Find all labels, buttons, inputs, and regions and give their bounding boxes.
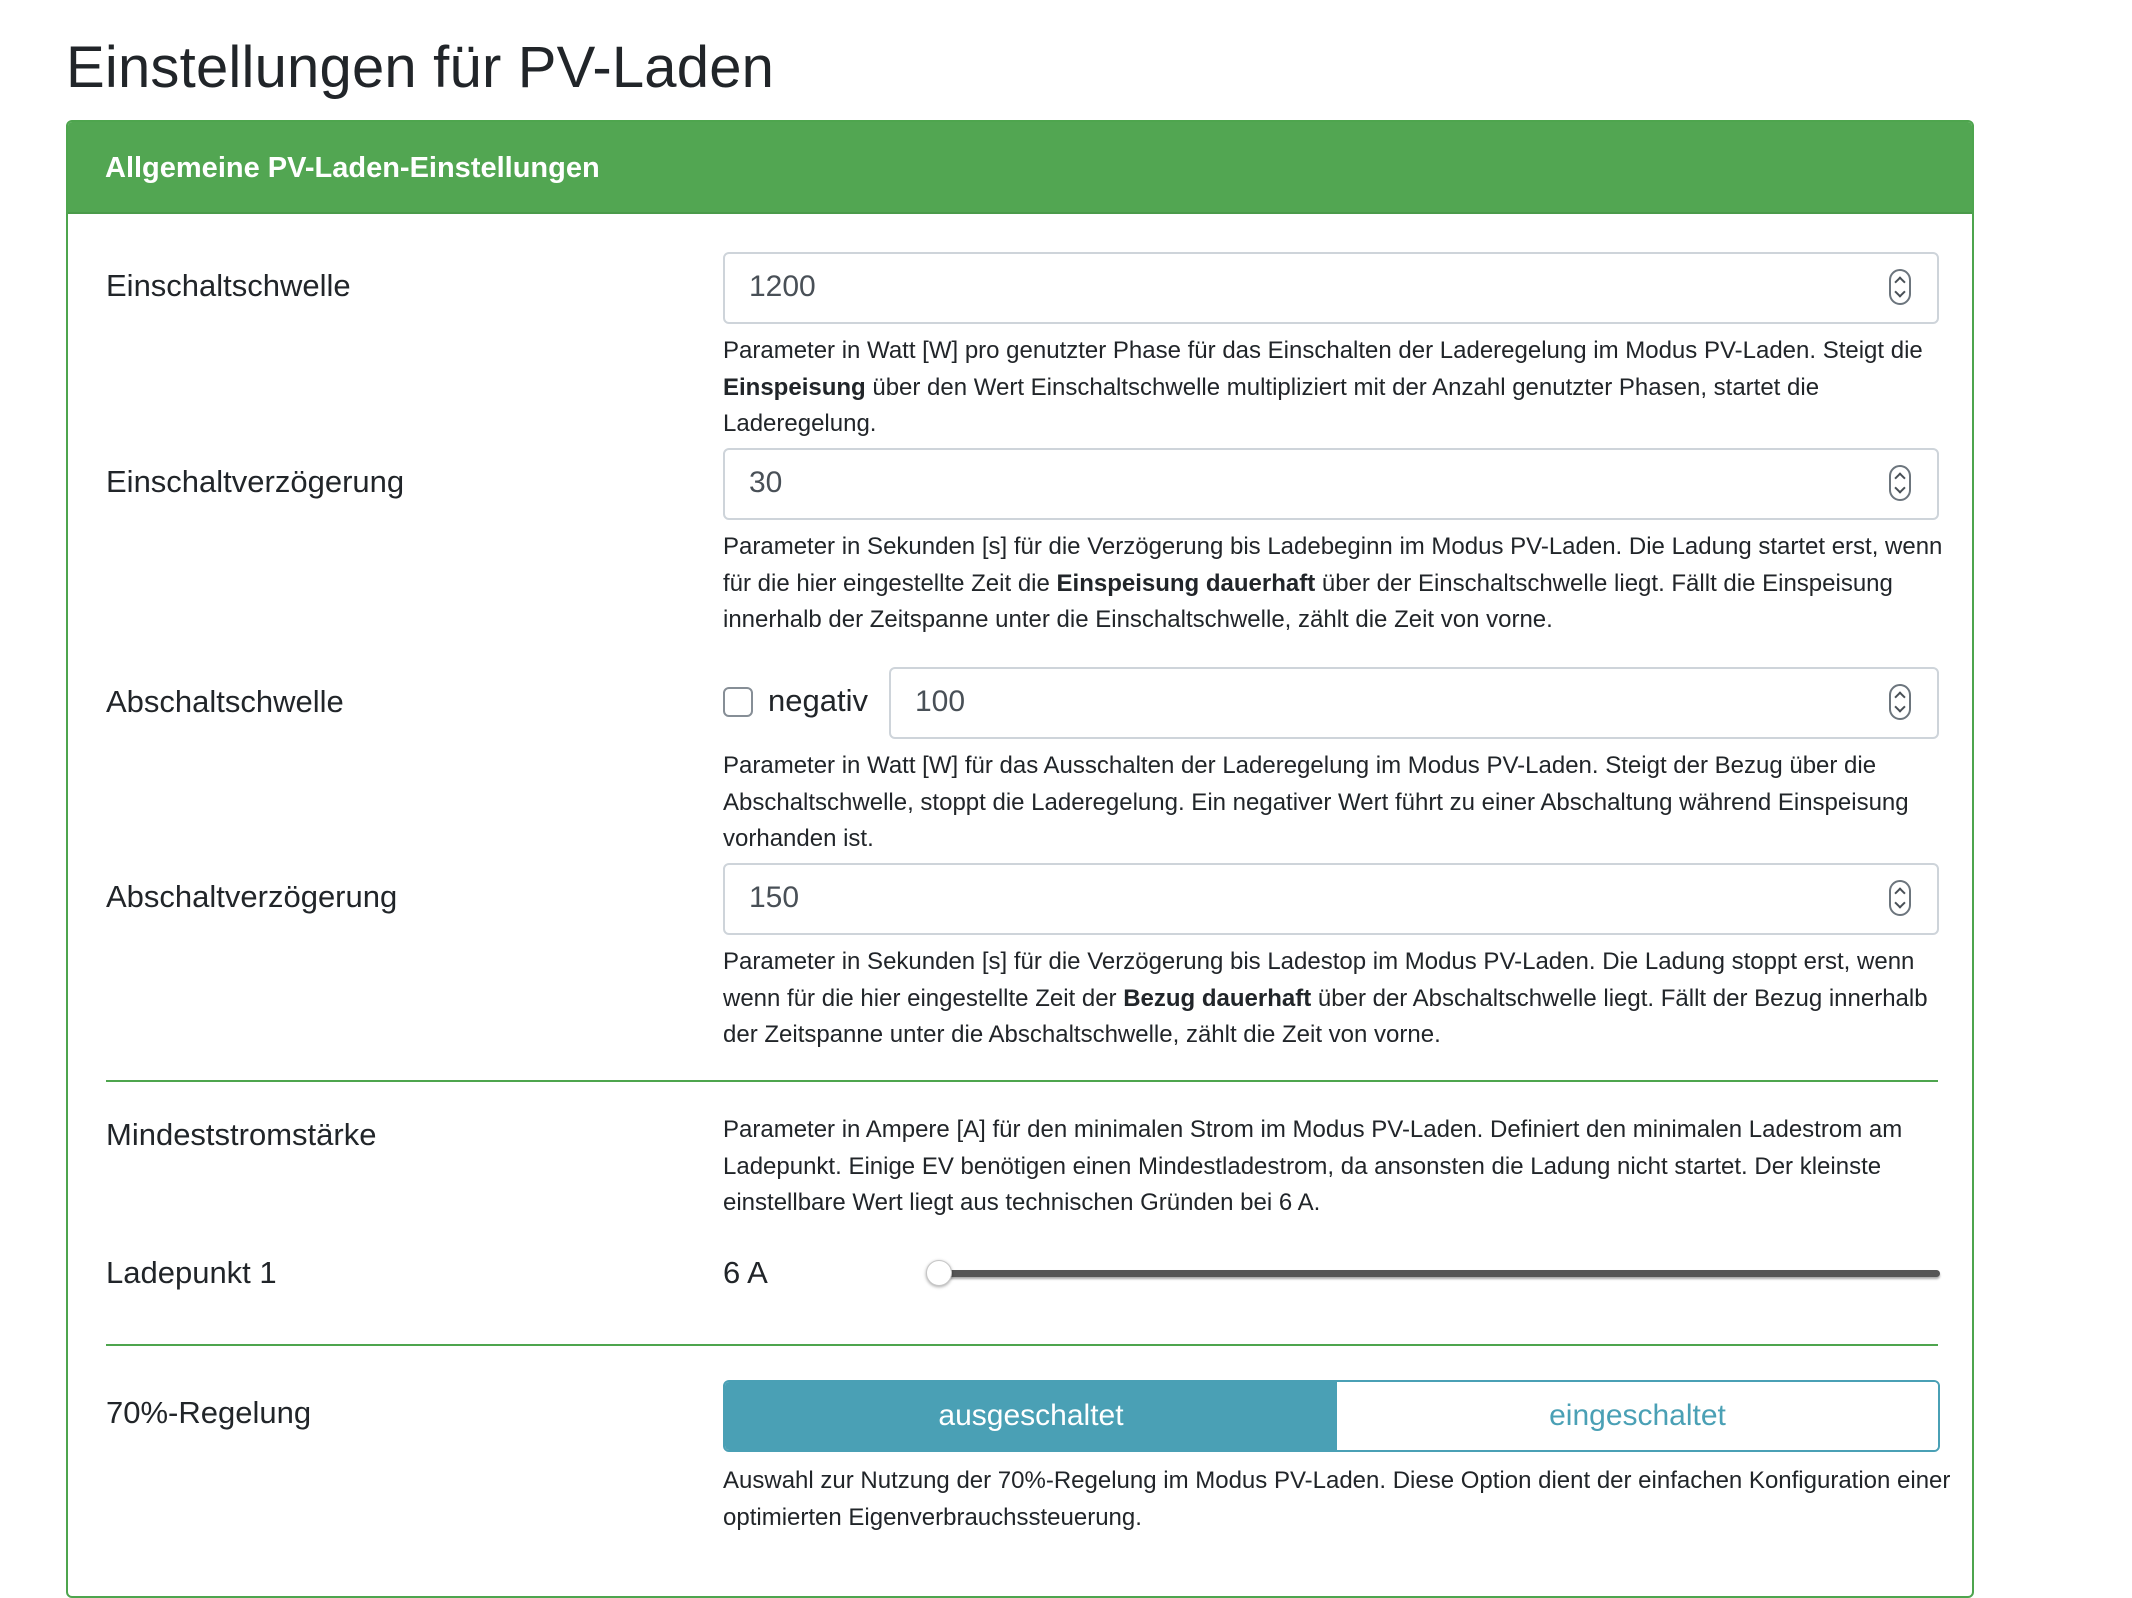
card-header: Allgemeine PV-Laden-Einstellungen	[68, 122, 1972, 214]
einschaltschwelle-input[interactable]	[723, 252, 1939, 324]
pv-settings-card	[66, 120, 1974, 1598]
section-divider	[106, 1344, 1938, 1346]
einschaltschwelle-help: Parameter in Watt [W] pro genutzter Phase für das Einschalten der Laderegelung im Modus PV-Laden. Steigt die Einspeisung über den Wert Einschaltschwelle multipliziert mit der Anzahl genutzter Phasen, startet die Laderegelung.	[723, 337, 1923, 437]
abschaltschwelle-value: 100	[915, 685, 966, 718]
negativ-checkbox[interactable]	[723, 687, 753, 717]
eingeschaltet-button[interactable]: eingeschaltet	[1337, 1382, 1938, 1450]
spinner-icon[interactable]	[1889, 465, 1911, 501]
mindeststrom-label: Mindeststromstärke	[106, 1117, 377, 1152]
einschaltschwelle-value: 1200	[749, 270, 816, 303]
einschaltverzoegerung-input[interactable]	[723, 448, 1939, 520]
spinner-icon[interactable]	[1889, 684, 1911, 720]
abschaltschwelle-input[interactable]	[889, 667, 1939, 739]
abschaltverzoegerung-label: Abschaltverzögerung	[106, 879, 398, 914]
einschaltverzoegerung-value: 30	[749, 466, 783, 499]
section-divider	[106, 1080, 1938, 1082]
ausgeschaltet-button[interactable]: ausgeschaltet	[725, 1382, 1337, 1450]
spinner-icon[interactable]	[1889, 880, 1911, 916]
einschaltverzoegerung-help: Parameter in Sekunden [s] für die Verzögerung bis Ladebeginn im Modus PV-Laden. Die Ladung startet erst, wenn für die hier eingestellte Zeit die Einspeisung dauerhaft über der Einschaltschwelle liegt. Fällt die Einspeisung innerhalb der Zeitspanne unter die Einschaltschwelle, zählt die Zeit von vorne.	[723, 533, 1943, 633]
abschaltverzoegerung-value: 150	[749, 881, 800, 914]
ladepunkt1-label: Ladepunkt 1	[106, 1255, 277, 1290]
regelung70-toggle[interactable]	[723, 1380, 1940, 1452]
regelung70-label: 70%-Regelung	[106, 1395, 312, 1430]
negativ-checkbox-label[interactable]: negativ	[768, 683, 868, 718]
page-title: Einstellungen für PV-Laden	[66, 35, 775, 100]
ladepunkt1-slider-track[interactable]	[928, 1270, 1940, 1277]
abschaltschwelle-help: Parameter in Watt [W] für das Ausschalten der Laderegelung im Modus PV-Laden. Steigt der Bezug über die Abschaltschwelle, stoppt die Laderegelung. Ein negativer Wert führt zu einer Abschaltung während Einspeisung vorhanden ist.	[723, 752, 1909, 852]
spinner-icon[interactable]	[1889, 269, 1911, 305]
mindeststrom-help: Parameter in Ampere [A] für den minimalen Strom im Modus PV-Laden. Definiert den minimalen Ladestrom am Ladepunkt. Einige EV benötigen einen Mindestladestrom, da ansonsten die Ladung nicht startet. Der kleinste einstellbare Wert liegt aus technischen Gründen bei 6 A.	[723, 1116, 1903, 1216]
einschaltverzoegerung-label: Einschaltverzögerung	[106, 464, 405, 499]
abschaltschwelle-label: Abschaltschwelle	[106, 684, 344, 719]
ladepunkt1-value: 6 A	[723, 1255, 768, 1290]
abschaltverzoegerung-help: Parameter in Sekunden [s] für die Verzögerung bis Ladestop im Modus PV-Laden. Die Ladung stoppt erst, wenn wenn für die hier eingestellte Zeit der Bezug dauerhaft über der Abschaltschwelle liegt. Fällt der Bezug innerhalb der Zeitspanne unter die Abschaltschwelle, zählt die Zeit von vorne.	[723, 948, 1928, 1048]
ladepunkt1-slider-thumb[interactable]	[926, 1260, 952, 1286]
regelung70-help: Auswahl zur Nutzung der 70%-Regelung im Modus PV-Laden. Diese Option dient der einfachen Konfiguration einer optimierten Eigenverbrauchssteuerung.	[723, 1467, 1951, 1531]
einschaltschwelle-label: Einschaltschwelle	[106, 268, 351, 303]
abschaltverzoegerung-input[interactable]	[723, 863, 1939, 935]
